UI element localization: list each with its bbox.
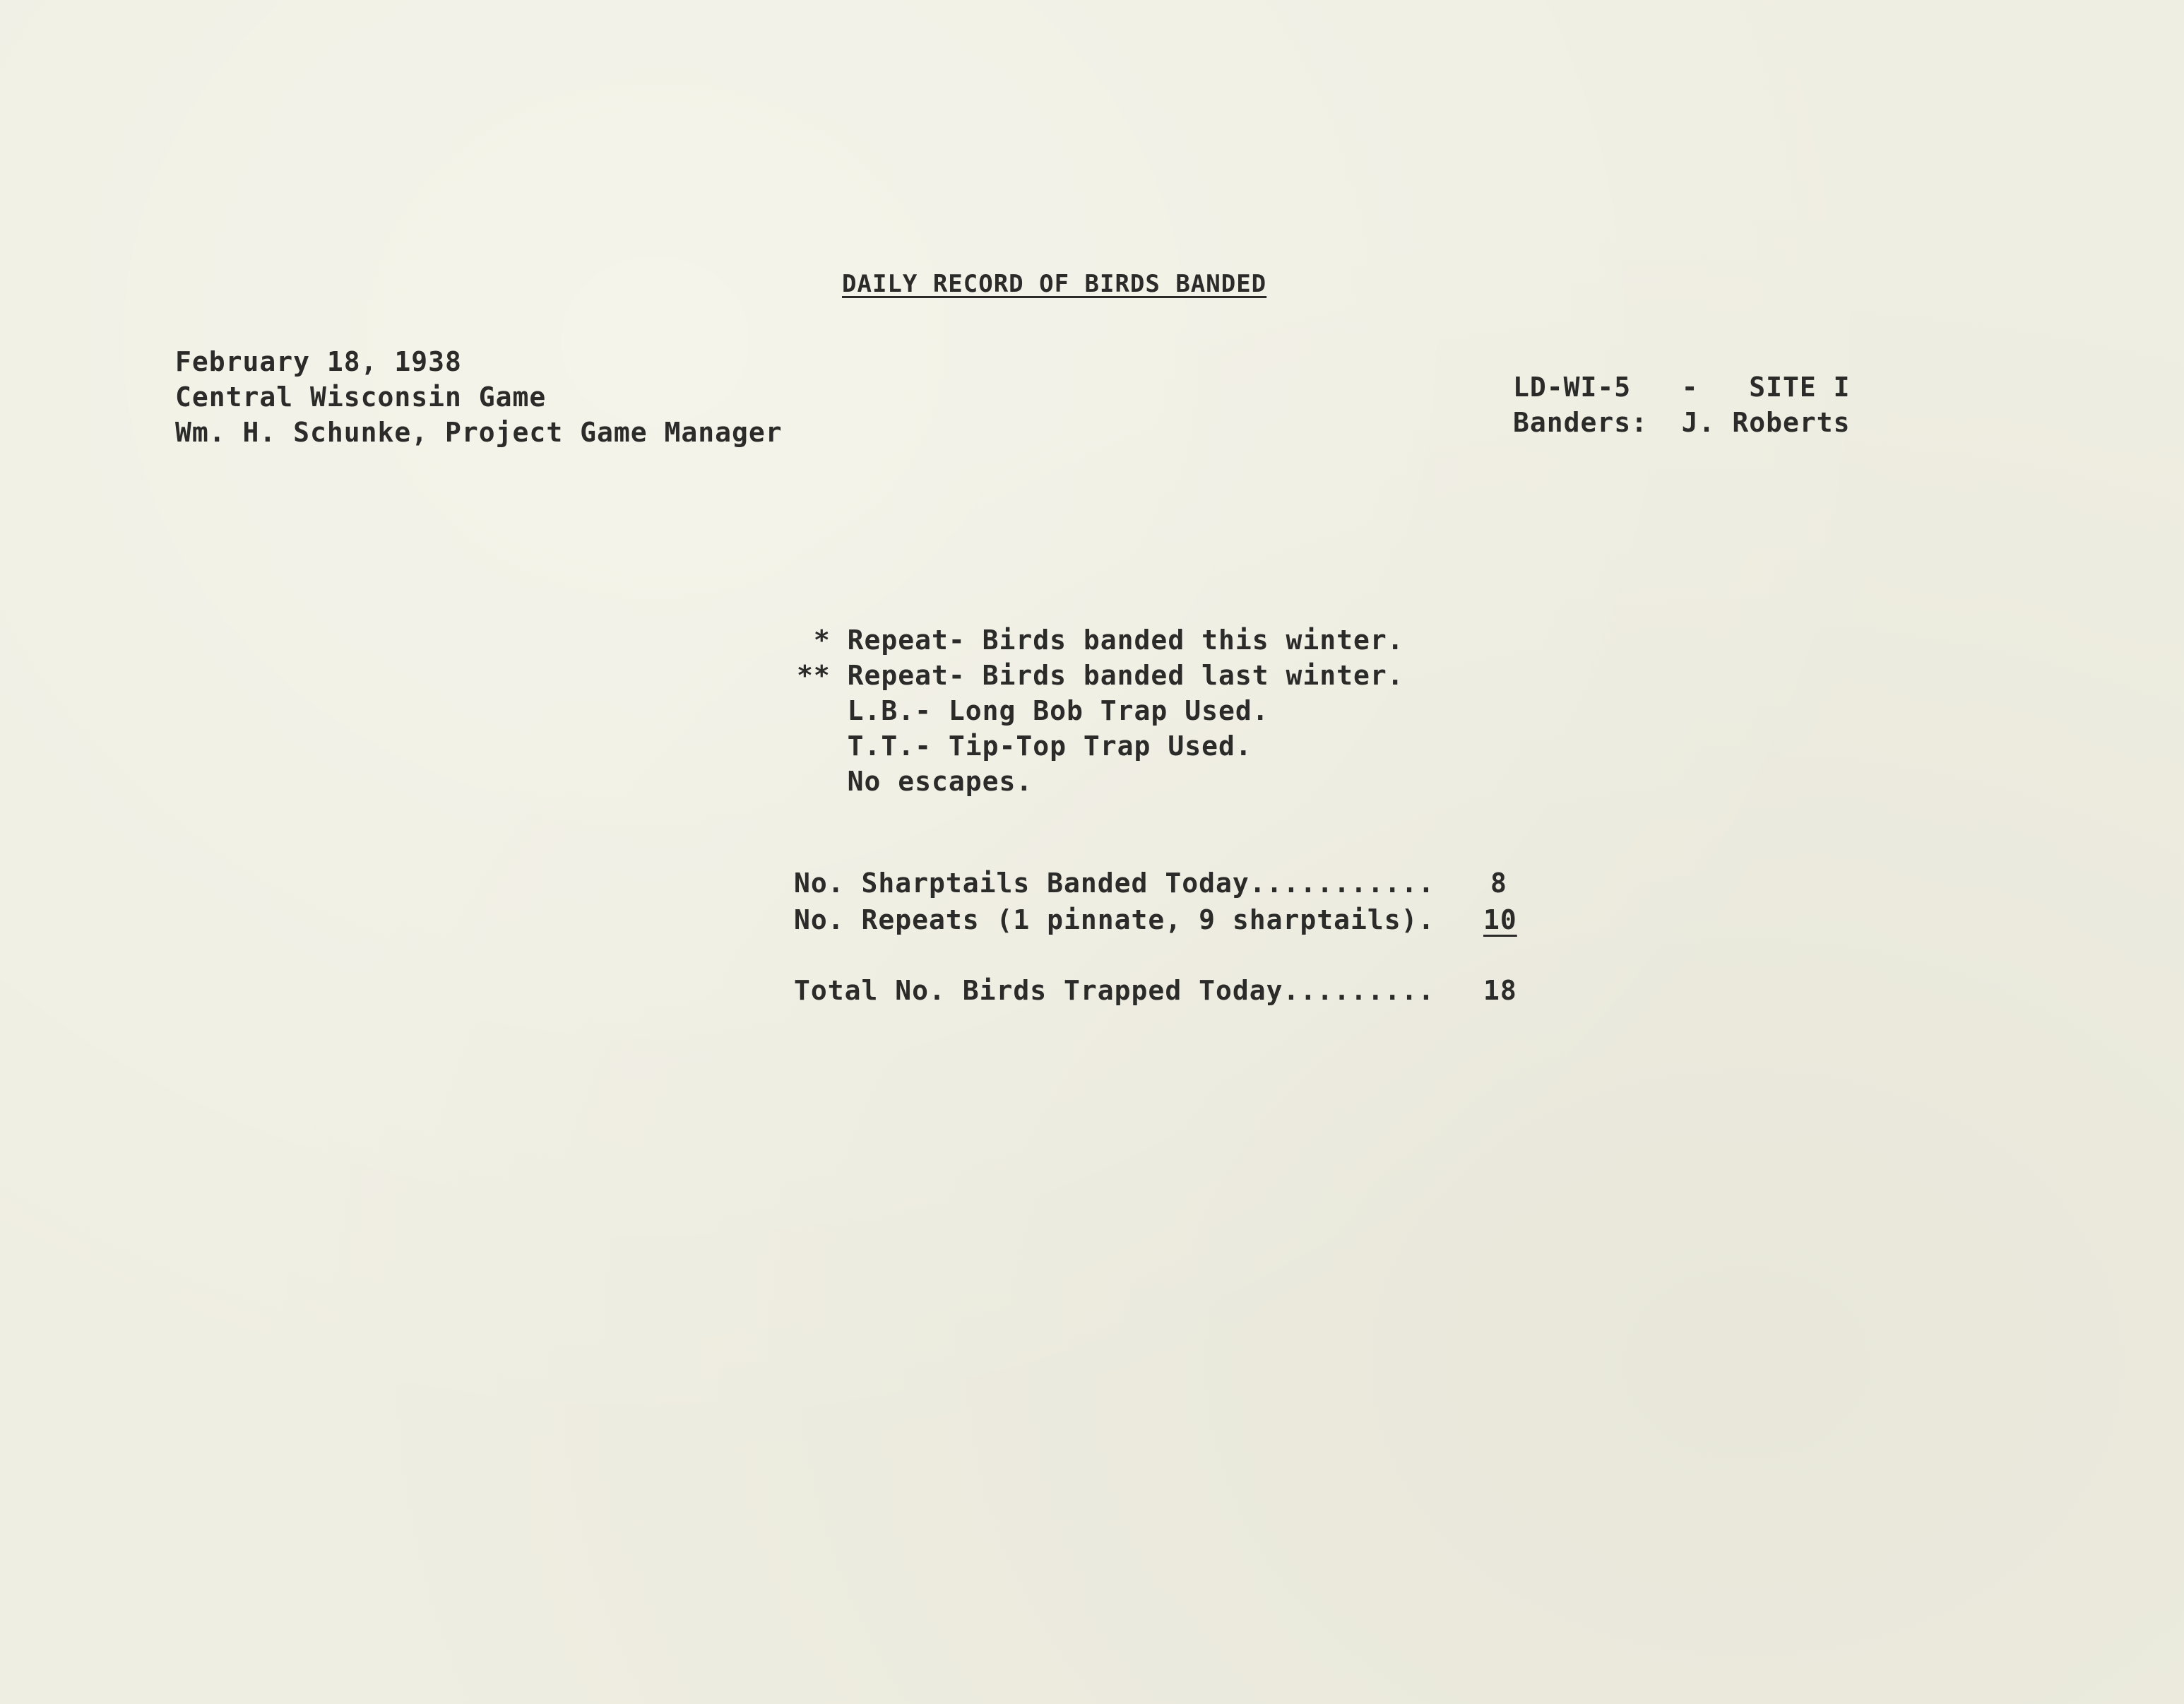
summary-sharptails-value: 8 <box>1490 868 1507 899</box>
document-title: DAILY RECORD OF BIRDS BANDED <box>842 270 1267 298</box>
header-manager: Wm. H. Schunke, Project Game Manager <box>175 417 783 448</box>
summary-sharptails-label: No. Sharptails Banded Today........... <box>794 868 1435 899</box>
summary-total-value: 18 <box>1483 975 1517 1006</box>
legend-repeat-this-winter: * Repeat- Birds banded this winter. <box>797 625 1404 656</box>
legend-tip-top-trap: T.T.- Tip-Top Trap Used. <box>797 730 1252 762</box>
header-date: February 18, 1938 <box>175 346 462 377</box>
summary-total-label: Total No. Birds Trapped Today......... <box>794 975 1435 1006</box>
summary-repeats-label: No. Repeats (1 pinnate, 9 sharptails). <box>794 904 1435 935</box>
header-code-site: LD-WI-5 - SITE I <box>1513 372 1851 403</box>
legend-no-escapes: No escapes. <box>797 766 1033 797</box>
header-banders: Banders: J. Roberts <box>1513 407 1851 438</box>
legend-long-bob-trap: L.B.- Long Bob Trap Used. <box>797 695 1269 726</box>
legend-repeat-last-winter: ** Repeat- Birds banded last winter. <box>797 660 1404 691</box>
summary-repeats-value: 10 <box>1483 904 1517 935</box>
header-project: Central Wisconsin Game <box>175 381 547 413</box>
